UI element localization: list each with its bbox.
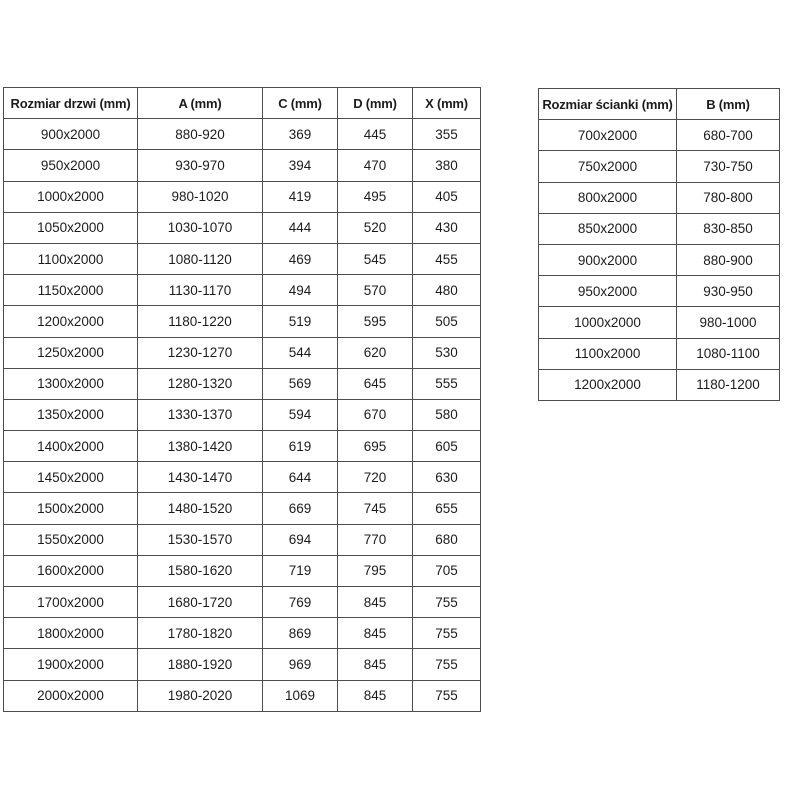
table-cell: 455 xyxy=(413,243,481,274)
table-cell: 620 xyxy=(338,337,413,368)
table-cell: 1300x2000 xyxy=(4,368,138,399)
table-cell: 1250x2000 xyxy=(4,337,138,368)
table-cell: 1780-1820 xyxy=(138,618,263,649)
table-cell: 1000x2000 xyxy=(4,181,138,212)
table-cell: 845 xyxy=(338,587,413,618)
table-cell: 695 xyxy=(338,431,413,462)
table-cell: 755 xyxy=(413,649,481,680)
table-cell: 700x2000 xyxy=(539,120,677,151)
table-cell: 980-1000 xyxy=(677,307,780,338)
table-row xyxy=(539,276,780,307)
column-header: Rozmiar drzwi (mm) xyxy=(4,88,138,119)
table-cell: 720 xyxy=(338,462,413,493)
table-cell: 669 xyxy=(263,493,338,524)
table-row xyxy=(4,119,481,150)
table-cell: 745 xyxy=(338,493,413,524)
table-cell: 845 xyxy=(338,680,413,711)
table-cell: 880-920 xyxy=(138,119,263,150)
table-cell: 1080-1100 xyxy=(677,338,780,369)
table-cell: 1100x2000 xyxy=(4,243,138,274)
table-cell: 380 xyxy=(413,150,481,181)
table-row xyxy=(4,649,481,680)
table-cell: 1600x2000 xyxy=(4,555,138,586)
column-header: C (mm) xyxy=(263,88,338,119)
table-cell: 569 xyxy=(263,368,338,399)
table-cell: 1100x2000 xyxy=(539,338,677,369)
table-row xyxy=(4,493,481,524)
column-header: Rozmiar ścianki (mm) xyxy=(539,89,677,120)
table-cell: 444 xyxy=(263,212,338,243)
table-cell: 719 xyxy=(263,555,338,586)
table-cell: 1030-1070 xyxy=(138,212,263,243)
table-row xyxy=(4,587,481,618)
table-cell: 1280-1320 xyxy=(138,368,263,399)
table-cell: 1130-1170 xyxy=(138,275,263,306)
table-cell: 769 xyxy=(263,587,338,618)
table-cell: 1050x2000 xyxy=(4,212,138,243)
table-cell: 470 xyxy=(338,150,413,181)
column-header: B (mm) xyxy=(677,89,780,120)
table-cell: 900x2000 xyxy=(4,119,138,150)
table-row xyxy=(4,680,481,711)
door-size-table xyxy=(3,87,481,712)
table-row xyxy=(539,338,780,369)
table-row xyxy=(4,618,481,649)
table-row xyxy=(539,307,780,338)
table-cell: 369 xyxy=(263,119,338,150)
table-row xyxy=(539,120,780,151)
table-cell: 494 xyxy=(263,275,338,306)
table-cell: 1200x2000 xyxy=(539,369,677,400)
table-row xyxy=(4,399,481,430)
table-row xyxy=(4,524,481,555)
table-cell: 980-1020 xyxy=(138,181,263,212)
table-cell: 394 xyxy=(263,150,338,181)
column-header: X (mm) xyxy=(413,88,481,119)
table-row xyxy=(539,151,780,182)
table-cell: 605 xyxy=(413,431,481,462)
table-cell: 1550x2000 xyxy=(4,524,138,555)
table-cell: 755 xyxy=(413,587,481,618)
header-row xyxy=(4,88,481,119)
table-cell: 845 xyxy=(338,618,413,649)
table-cell: 880-900 xyxy=(677,244,780,275)
table-row xyxy=(4,150,481,181)
table-row xyxy=(4,275,481,306)
header-row xyxy=(539,89,780,120)
table-cell: 950x2000 xyxy=(4,150,138,181)
table-row xyxy=(4,462,481,493)
table-cell: 1500x2000 xyxy=(4,493,138,524)
table-row xyxy=(539,369,780,400)
table-cell: 1150x2000 xyxy=(4,275,138,306)
table-cell: 469 xyxy=(263,243,338,274)
table-cell: 580 xyxy=(413,399,481,430)
table-cell: 570 xyxy=(338,275,413,306)
table-cell: 530 xyxy=(413,337,481,368)
table-cell: 1200x2000 xyxy=(4,306,138,337)
table-cell: 770 xyxy=(338,524,413,555)
table-cell: 780-800 xyxy=(677,182,780,213)
table-cell: 869 xyxy=(263,618,338,649)
table-row xyxy=(4,212,481,243)
table-cell: 1080-1120 xyxy=(138,243,263,274)
table-row xyxy=(4,431,481,462)
table-row xyxy=(539,244,780,275)
table-cell: 1180-1200 xyxy=(677,369,780,400)
table-cell: 495 xyxy=(338,181,413,212)
table-cell: 1350x2000 xyxy=(4,399,138,430)
table-cell: 1180-1220 xyxy=(138,306,263,337)
table-cell: 645 xyxy=(338,368,413,399)
column-header: A (mm) xyxy=(138,88,263,119)
table-row xyxy=(4,243,481,274)
table-cell: 1900x2000 xyxy=(4,649,138,680)
table-cell: 1400x2000 xyxy=(4,431,138,462)
table-cell: 445 xyxy=(338,119,413,150)
table-cell: 1230-1270 xyxy=(138,337,263,368)
table-cell: 1880-1920 xyxy=(138,649,263,680)
table-cell: 755 xyxy=(413,680,481,711)
table-cell: 1800x2000 xyxy=(4,618,138,649)
table-cell: 1700x2000 xyxy=(4,587,138,618)
table-cell: 800x2000 xyxy=(539,182,677,213)
table-cell: 405 xyxy=(413,181,481,212)
table-cell: 1480-1520 xyxy=(138,493,263,524)
table-cell: 419 xyxy=(263,181,338,212)
table-cell: 430 xyxy=(413,212,481,243)
table-row xyxy=(4,555,481,586)
table-cell: 595 xyxy=(338,306,413,337)
table-cell: 730-750 xyxy=(677,151,780,182)
table-cell: 755 xyxy=(413,618,481,649)
table-cell: 480 xyxy=(413,275,481,306)
table-cell: 619 xyxy=(263,431,338,462)
table-cell: 1450x2000 xyxy=(4,462,138,493)
table-cell: 544 xyxy=(263,337,338,368)
table-cell: 670 xyxy=(338,399,413,430)
table-cell: 1680-1720 xyxy=(138,587,263,618)
table-cell: 655 xyxy=(413,493,481,524)
table-cell: 1580-1620 xyxy=(138,555,263,586)
table-row xyxy=(539,213,780,244)
table-cell: 830-850 xyxy=(677,213,780,244)
table-cell: 795 xyxy=(338,555,413,586)
table-cell: 930-970 xyxy=(138,150,263,181)
table-cell: 1000x2000 xyxy=(539,307,677,338)
table-row xyxy=(539,182,780,213)
table-cell: 355 xyxy=(413,119,481,150)
table-cell: 1980-2020 xyxy=(138,680,263,711)
column-header: D (mm) xyxy=(338,88,413,119)
table-cell: 1330-1370 xyxy=(138,399,263,430)
table-cell: 845 xyxy=(338,649,413,680)
table-cell: 680-700 xyxy=(677,120,780,151)
table-cell: 900x2000 xyxy=(539,244,677,275)
table-cell: 644 xyxy=(263,462,338,493)
table-cell: 519 xyxy=(263,306,338,337)
table-row xyxy=(4,181,481,212)
table-cell: 505 xyxy=(413,306,481,337)
table-cell: 950x2000 xyxy=(539,276,677,307)
table-row xyxy=(4,368,481,399)
table-cell: 1530-1570 xyxy=(138,524,263,555)
table-cell: 850x2000 xyxy=(539,213,677,244)
table-row xyxy=(4,306,481,337)
table-cell: 2000x2000 xyxy=(4,680,138,711)
table-cell: 545 xyxy=(338,243,413,274)
table-cell: 680 xyxy=(413,524,481,555)
table-cell: 694 xyxy=(263,524,338,555)
table-cell: 1069 xyxy=(263,680,338,711)
table-cell: 630 xyxy=(413,462,481,493)
wall-size-table xyxy=(538,88,780,401)
table-cell: 1380-1420 xyxy=(138,431,263,462)
table-cell: 555 xyxy=(413,368,481,399)
table-cell: 930-950 xyxy=(677,276,780,307)
table-cell: 520 xyxy=(338,212,413,243)
table-cell: 750x2000 xyxy=(539,151,677,182)
table-row xyxy=(4,337,481,368)
table-cell: 969 xyxy=(263,649,338,680)
table-cell: 705 xyxy=(413,555,481,586)
table-cell: 594 xyxy=(263,399,338,430)
table-cell: 1430-1470 xyxy=(138,462,263,493)
